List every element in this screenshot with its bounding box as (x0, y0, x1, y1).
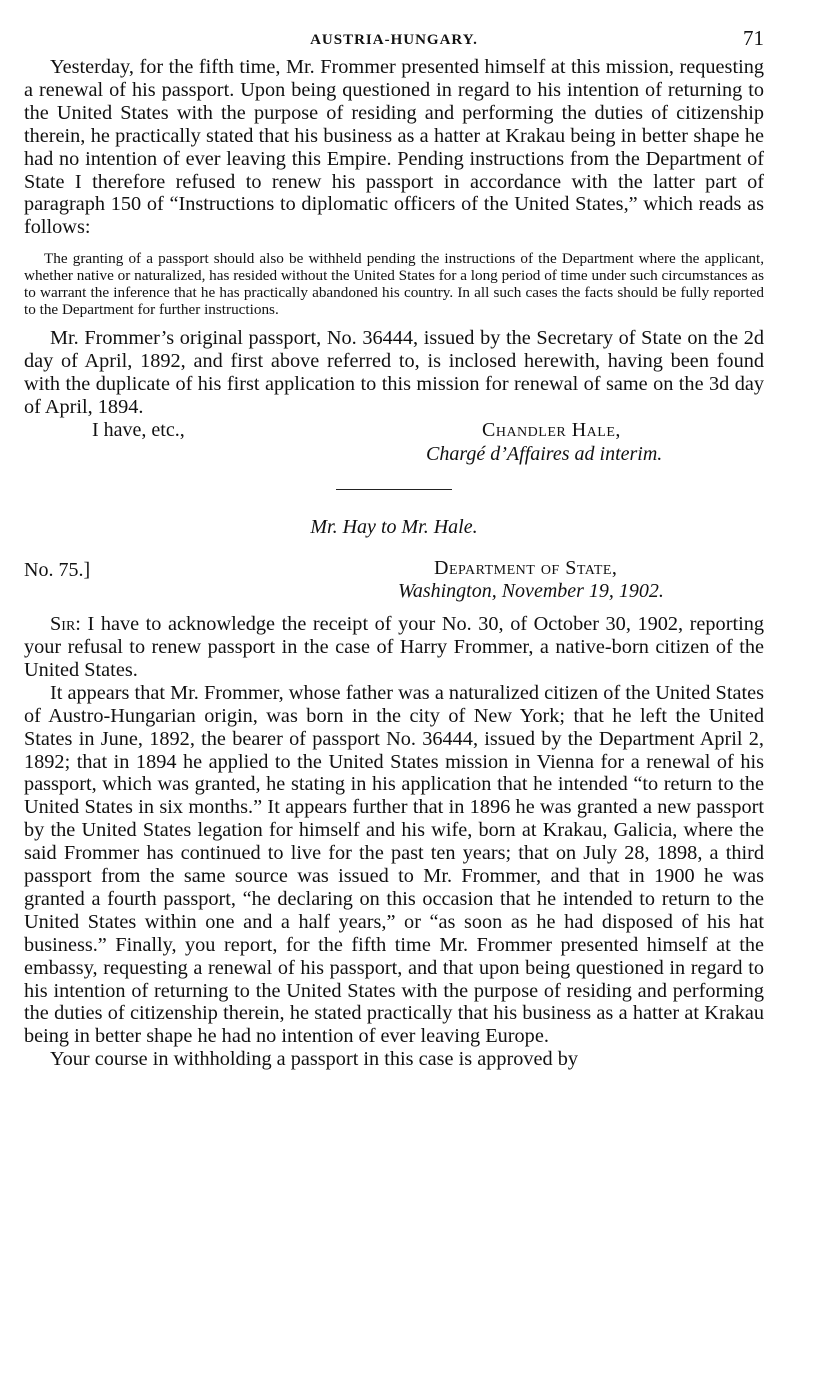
letter1-closing (24, 419, 764, 477)
document-page (24, 26, 764, 1071)
department-name: Department of State, (434, 557, 618, 580)
letter2-paragraph-1 (24, 613, 764, 682)
closing-phrase: I have, etc., (92, 419, 185, 442)
letter2-dateline (24, 557, 764, 613)
place-and-date: Washington, November 19, 1902. (398, 580, 664, 603)
signer-name: Chandler Hale, (482, 419, 621, 442)
signer-title: Chargé d’Affaires ad interim. (426, 443, 663, 466)
instructions-quotation: The granting of a passport should also be withheld pending the instructions of the Department where the applicant, whether native or naturalized, has resided without the United States for a long period of time under such circumstances as to warrant the inference that he has practically abandoned his country. In all such cases the facts should be fully reported to the Department for further instructions. (24, 250, 764, 318)
running-title: AUSTRIA-HUNGARY. (310, 32, 478, 48)
page-number: 71 (743, 26, 764, 50)
letter2-paragraph-3: Your course in withholding a passport in this case is approved by (50, 1048, 579, 1071)
running-header (24, 26, 764, 56)
section-divider (336, 489, 452, 490)
document-number: No. 75.] (24, 559, 91, 582)
letter2-paragraph-2: It appears that Mr. Frommer, whose father was a naturalized citizen of the United States of Austro-Hungarian origin, was born in the city of New York; that he left the United States in June, 1892, the bearer of passport No. 36444, issued by the Department April 2, 1892; that in 1894 he applied to the United States mission in Vienna for a renewal of his passport, which was granted, he stating in his application that he intended “to return to the United States in six months.” It appears further that in 1896 he was granted a new passport by the United States legation for himself and his wife, born at Krakau, Galicia, where the said Frommer has continued to live for the past ten years; that on July 28, 1898, a third passport from the same source was issued to Mr. Frommer, and that in 1900 he was granted a fourth passport, “he declaring on this occasion that he intended to return to the United States within one and a half years,” or “as soon as he had disposed of his hat business.” Finally, you report, for the fifth time Mr. Frommer presented himself at the embassy, requesting a renewal of his passport, and that upon being questioned in regard to his intention of returning to the United States with the purpose of residing and performing the duties of citizenship therein, he stated practically that his business as a hatter at Krakau being in better shape he had no intention of ever leaving Europe. (24, 681, 764, 1048)
letter1-paragraph-2: Mr. Frommer’s original passport, No. 36444, issued by the Secretary of State on the 2d day of April, 1892, and first above referred to, is inclosed herewith, having been found with the duplicate of his first application to this mission for renewal of same on the 3d day of April, 1894. (24, 327, 764, 419)
letter2-heading: Mr. Hay to Mr. Hale. (310, 516, 478, 539)
letter1-paragraph-1: Yesterday, for the fifth time, Mr. Frommer presented himself at this mission, requesting a renewal of his passport. Upon being questioned in regard to his intention of returning to the United States with the purpose of residing and performing the duties of citizenship therein, he practically stated that his business as a hatter at Krakau being in better shape he had no intention of ever leaving this Empire. Pending instructions from the Department of State I therefore refused to renew his passport in accordance with the latter part of paragraph 150 of “Instructions to diplomatic officers of the United States,” which reads as follows: (24, 56, 764, 239)
letter2-paragraph-1-text: I have to acknowledge the receipt of your No. 30, of October 30, 1902, reporting your refusal to renew passport in the case of Harry Frommer, a native-born citizen of the United States. (24, 613, 764, 681)
salutation: Sir: (50, 613, 81, 636)
